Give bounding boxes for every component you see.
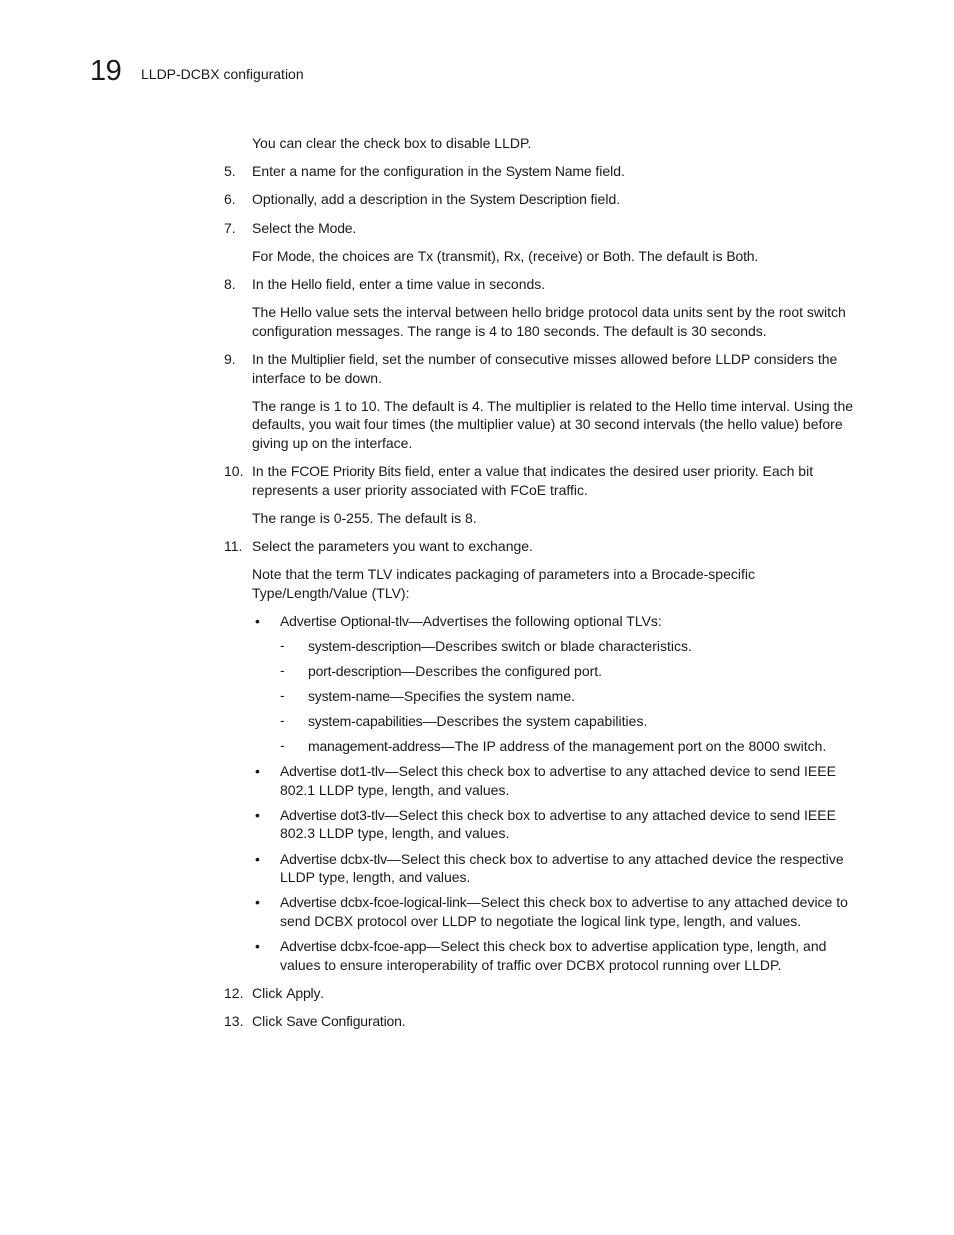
note-text: , (receive) or [520,247,603,264]
ui-label: FCOE Priority Bits [290,463,401,480]
step-text: Click [252,985,287,1002]
note-text: . The default is [630,247,727,264]
bullet-text: —Select this check box to advertise to any attached device to send IEEE 802.3 LLDP type, length, and values. [280,806,836,842]
step-number: 6. [224,191,236,208]
step-text: . [320,985,325,1002]
dash-icon: - [280,662,285,679]
note-text: , the choices are [311,247,418,264]
chapter-number: 19 [90,55,122,87]
step-text: field, enter a time value in seconds. [321,275,546,292]
dash-icon: - [280,712,285,729]
step-number: 8. [224,275,236,292]
bullet-text: —Select this check box to advertise to any attached device to send IEEE 802.1 LLDP type, length, and values. [280,763,836,798]
dash-text: —Specifies the system name. [389,688,576,705]
bullet-dot3-tlv [224,806,870,843]
ui-label: Advertise dcbx-tlv [280,850,387,867]
bullet-icon: • [255,806,260,823]
dash-text: —Describes switch or blade characteristics. [421,638,692,655]
step-6 [224,190,870,209]
step-7 [224,219,870,238]
ui-label: System Name [505,163,592,180]
ui-label: system-name [308,688,390,705]
step-13 [224,1012,870,1031]
step-text: . [352,219,357,236]
chapter-title: LLDP-DCBX configuration [141,66,304,82]
step-11-note: Note that the term TLV indicates packaging of parameters into a Brocade-specific Type/Length/Value (TLV): [252,566,755,601]
bullet-text: —Select this check box to advertise to any attached device to send DCBX protocol over LLDP to negotiate the logical link type, length, and values. [280,894,848,930]
ui-label: system-description [308,638,422,655]
dash-text: —Describes the system capabilities. [422,713,648,730]
step-text: In the [252,350,291,367]
ui-label: Tx [417,247,433,264]
ui-label: Both [602,247,631,264]
step-5 [224,162,870,181]
step-10-note: The range is 0-255. The default is 8. [252,509,477,526]
step-11 [224,537,870,556]
dash-item [224,687,870,706]
step-number: 7. [224,219,236,236]
ui-label: Mode [318,219,353,236]
bullet-text: —Select this check box to advertise application type, length, and values to ensure interoperability of traffic over DCBX protocol running over LLDP. [280,938,827,973]
step-text: Click [252,1013,287,1030]
step-number: 13. [224,1013,244,1030]
bullet-icon: • [255,938,260,955]
bullet-dcbx-tlv [224,850,870,887]
ui-label: Mode [276,247,312,264]
bullet-icon: • [255,850,260,867]
bullet-dot1-tlv [224,762,870,799]
bullet-icon: • [255,763,260,780]
note-text: . [754,247,759,264]
step-text: field, enter a value that indicates the desired user priority. Each bit represents a user priority associated with FCoE traffic. [252,463,814,498]
step-10 [224,462,870,499]
step-9-note: The range is 1 to 10. The default is 4. The multiplier is related to the Hello time interval. Using the defaults, you wait four times (the multiplier value) at 30 second intervals (the hello value) before giving up on the interface. [252,397,854,451]
note-text: (transmit), [432,247,504,264]
step-8-note: The Hello value sets the interval between hello bridge protocol data units sent by the root switch configuration messages. The range is 4 to 180 seconds. The default is 30 seconds. [252,304,846,339]
dash-text: —Describes the configured port. [401,663,603,680]
ui-label: Advertise dcbx-fcoe-app [280,938,427,955]
intro-paragraph: You can clear the check box to disable LLDP. [252,135,532,151]
dash-item [224,662,870,681]
ui-label: system-capabilities [308,713,423,730]
dash-item [224,737,870,756]
note-text: For [252,247,277,264]
step-text: In the [252,275,291,292]
step-number: 11. [224,538,243,555]
dash-icon: - [280,687,285,704]
step-8 [224,275,870,294]
ui-label: Apply [286,985,321,1002]
step-text: Select the parameters you want to exchange. [252,538,533,555]
step-text: . [401,1013,406,1030]
step-9 [224,350,870,387]
step-7-note [252,247,870,266]
step-text: Select the [252,219,319,236]
bullet-text: —Advertises the following optional TLVs: [408,613,662,629]
ui-label: Hello [290,275,322,292]
dash-item [224,712,870,731]
step-text: field, set the number of consecutive misses allowed before LLDP considers the interface to be down. [252,350,838,386]
bullet-icon: • [255,613,260,629]
dash-item [224,637,870,656]
step-number: 10. [224,463,244,480]
document-body [224,134,870,1040]
step-text: field. [586,191,621,208]
step-number: 12. [224,985,244,1002]
bullet-text: —Select this check box to advertise to any attached device the respective LLDP type, length, and values. [280,850,844,886]
step-text: Optionally, add a description in the [252,191,470,208]
ui-label: Multiplier [290,350,345,367]
ui-label: System Description [469,191,587,208]
dash-icon: - [280,737,285,754]
bullet-icon: • [255,894,260,911]
ui-label: Rx [503,247,521,264]
ui-label: Advertise dot3-tlv [280,806,385,823]
dash-text: —The IP address of the management port on the 8000 switch. [440,738,827,755]
ui-label: Advertise dcbx-fcoe-logical-link [280,894,467,911]
ui-label: management-address [308,738,441,755]
bullet-optional-tlv [224,612,870,631]
ui-label: Save Configuration [286,1013,402,1030]
step-text: Enter a name for the configuration in the [252,163,506,180]
step-text: field. [591,163,625,180]
step-number: 5. [224,163,236,180]
ui-label: port-description [308,663,402,680]
bullet-dcbx-fcoe-app [224,937,870,974]
dash-icon: - [280,637,285,654]
ui-label: Advertise Optional-tlv [280,613,409,629]
ui-label: Advertise dot1-tlv [280,763,385,780]
step-12 [224,984,870,1003]
bullet-dcbx-fcoe-logical-link [224,893,870,930]
step-text: In the [252,463,291,480]
ui-label: Both [726,247,755,264]
step-number: 9. [224,350,236,367]
